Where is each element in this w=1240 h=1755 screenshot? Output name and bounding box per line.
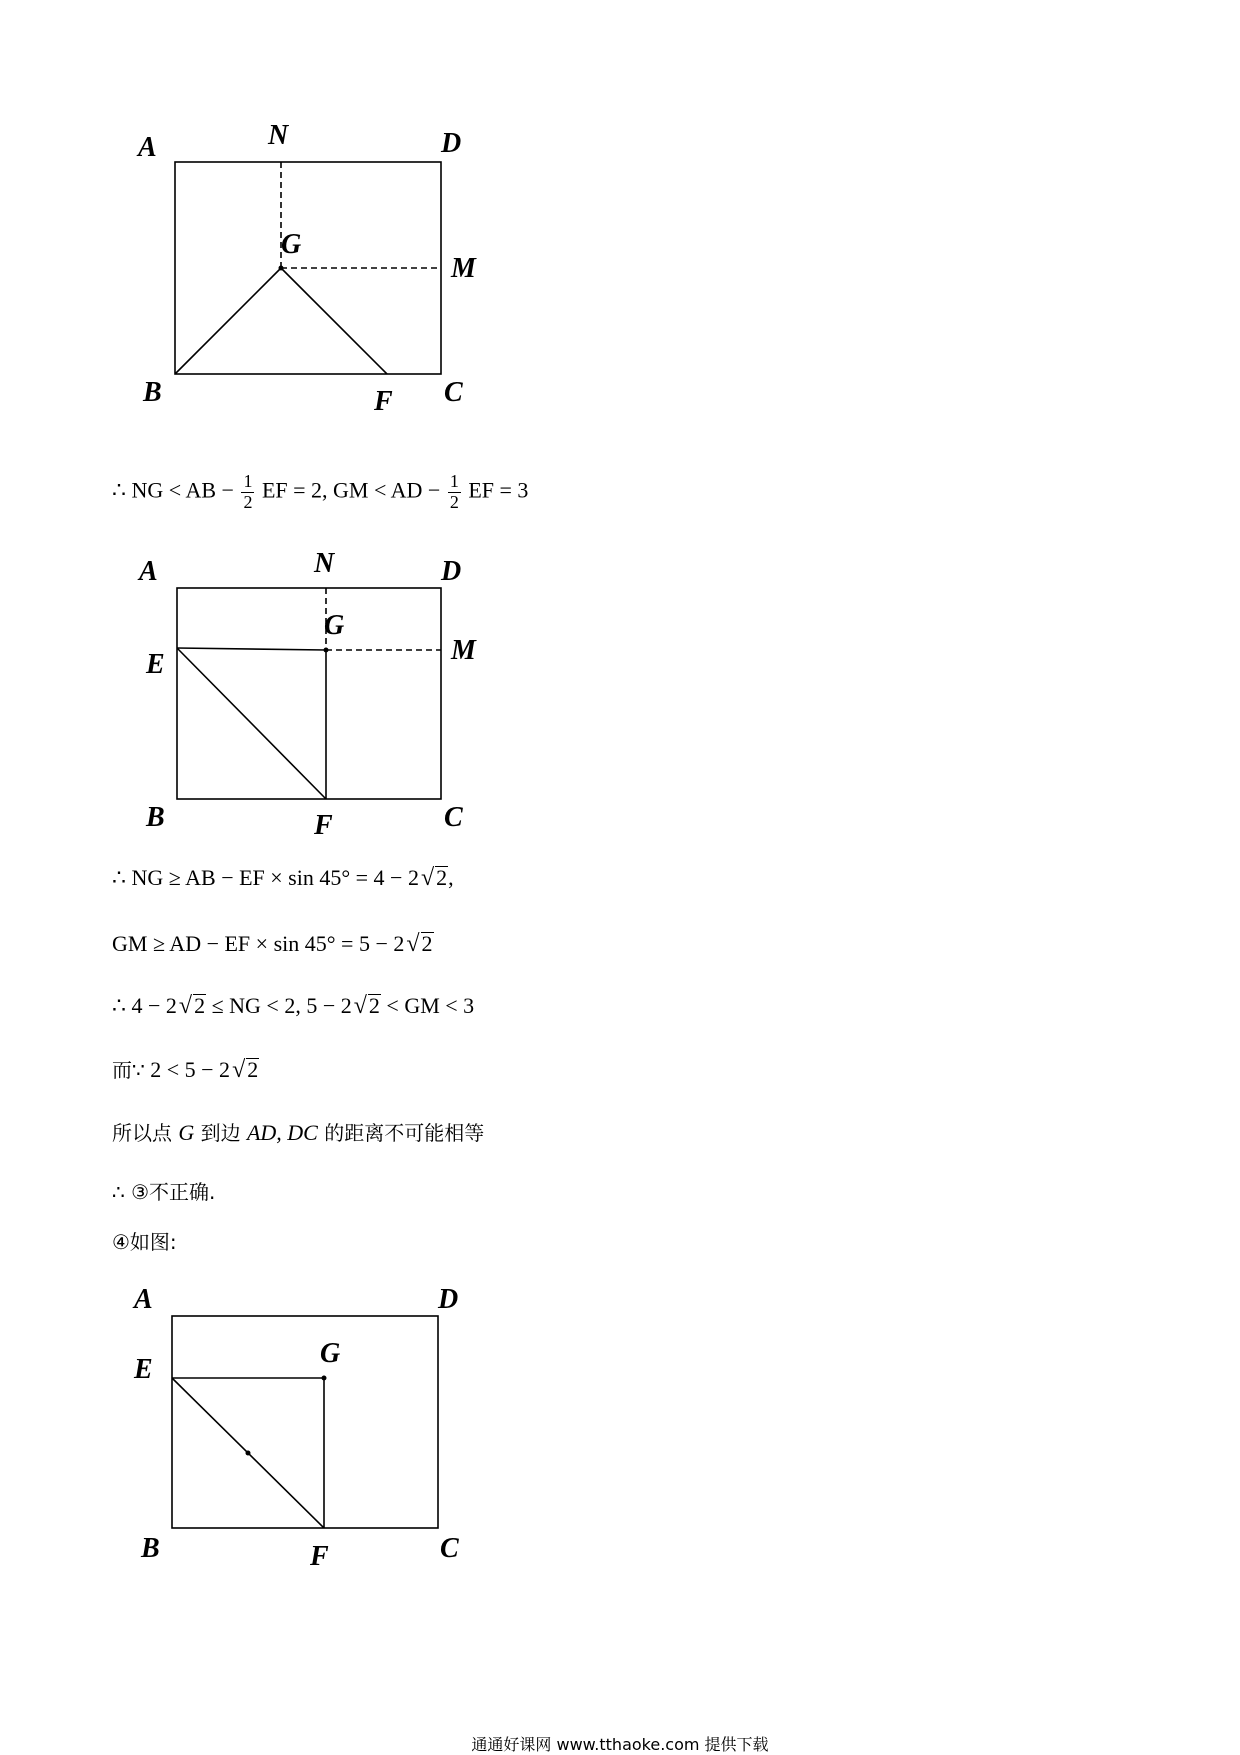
fig1-label-g: G <box>281 229 302 260</box>
fig3-label-f: F <box>310 1541 329 1572</box>
text-line-8: ④如图: <box>112 1230 177 1254</box>
l6-g: G <box>178 1120 195 1145</box>
sqrt-sign: √ <box>232 1057 246 1083</box>
sqrt-sign: √ <box>420 865 435 891</box>
eq2-end: , <box>448 865 454 890</box>
fig1-label-n: N <box>268 120 289 151</box>
fig1-label-m: M <box>451 253 476 284</box>
eq1-end: EF = 3 <box>468 477 529 503</box>
eq2-prefix: ∴ NG ≥ AB − EF × sin 45° = 4 − 2 <box>112 865 419 890</box>
fig3-label-g: G <box>320 1338 341 1369</box>
eq4-a: ∴ 4 − 2 <box>112 993 177 1018</box>
fig2-label-c: C <box>444 802 463 833</box>
equation-line-1 <box>112 472 528 513</box>
eq5-cn: 而∵ <box>112 1058 145 1082</box>
equation-line-3 <box>112 932 434 956</box>
fig1-label-b: B <box>143 377 162 408</box>
eq4-c: < GM < 3 <box>380 993 475 1018</box>
eq5-radicand: 2 <box>247 1057 259 1082</box>
eq2-radicand: 2 <box>436 865 448 890</box>
fig2-label-d: D <box>441 556 462 587</box>
fig3-label-a: A <box>134 1284 153 1315</box>
eq1-frac-2 <box>448 472 461 513</box>
fig2-label-n: N <box>314 548 335 579</box>
sqrt-sign: √ <box>353 993 367 1019</box>
figure-1-shapes <box>175 162 441 374</box>
eq3-prefix: GM ≥ AD − EF × sin 45° = 5 − 2 <box>112 931 405 956</box>
fig2-label-g: G <box>324 610 345 641</box>
eq1-frac-1 <box>241 472 254 513</box>
eq1-prefix: ∴ NG < AB − <box>112 477 234 503</box>
eq1-frac-2-num: 1 <box>449 471 459 491</box>
l6-b: 到边 <box>194 1121 247 1145</box>
fig2-label-e: E <box>146 649 165 680</box>
fig2-label-m: M <box>451 635 476 666</box>
page-footer: 通通好课网 www.tthaoke.com 提供下载 <box>471 1735 769 1754</box>
eq1-mid: EF = 2, GM < AD − <box>261 477 441 503</box>
eq4-radicand-1: 2 <box>194 993 206 1018</box>
fig2-label-f: F <box>314 810 333 841</box>
eq5-a: 2 < 5 − 2 <box>144 1057 231 1082</box>
eq3-radicand: 2 <box>421 931 433 956</box>
l6-c: AD, DC <box>246 1120 318 1145</box>
fig1-label-f: F <box>374 386 393 417</box>
fig2-label-b: B <box>146 802 165 833</box>
l6-a: 所以点 <box>112 1121 179 1145</box>
fig1-label-c: C <box>444 377 463 408</box>
eq4-radicand-2: 2 <box>368 993 380 1018</box>
equation-line-2 <box>112 866 454 890</box>
sqrt-sign: √ <box>406 931 420 957</box>
eq1-frac-1-den: 2 <box>243 491 253 512</box>
eq4-b: ≤ NG < 2, 5 − 2 <box>206 993 352 1018</box>
fig1-label-d: D <box>441 128 462 159</box>
fig3-label-b: B <box>141 1533 160 1564</box>
sqrt-sign: √ <box>178 993 193 1019</box>
eq1-frac-2-den: 2 <box>449 491 459 512</box>
text-line-6 <box>112 1122 484 1144</box>
figure-2-shapes <box>177 588 441 799</box>
fig1-label-a: A <box>138 132 157 163</box>
fig3-label-d: D <box>438 1284 459 1315</box>
fig2-label-a: A <box>139 556 158 587</box>
eq1-frac-1-num: 1 <box>243 471 253 491</box>
fig3-label-c: C <box>440 1533 459 1564</box>
fig3-label-e: E <box>134 1354 153 1385</box>
equation-line-4 <box>112 994 474 1018</box>
equation-line-5 <box>112 1058 259 1082</box>
text-line-7: ∴ ③不正确. <box>112 1180 216 1204</box>
figure-3-shapes <box>172 1316 438 1528</box>
l6-d: 的距离不可能相等 <box>317 1121 485 1145</box>
